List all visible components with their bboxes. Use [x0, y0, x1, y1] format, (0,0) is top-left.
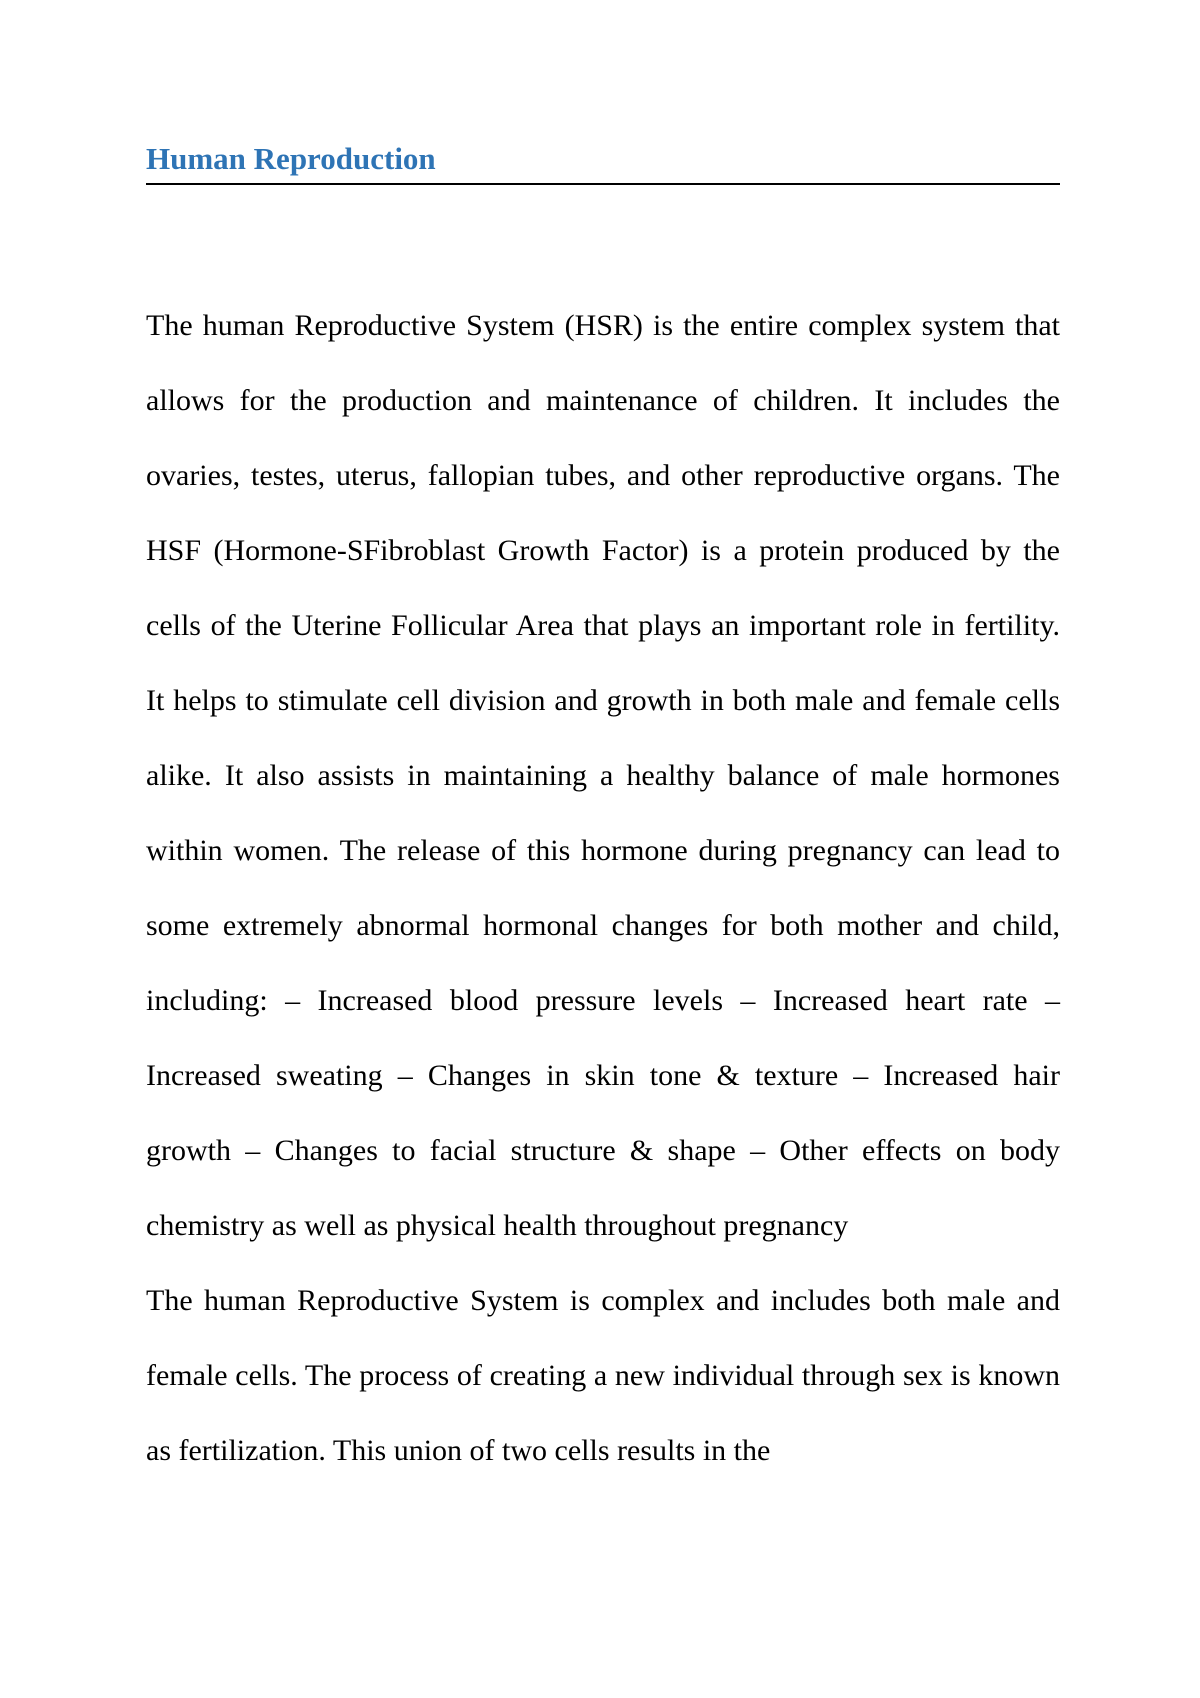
- title-block: [146, 140, 1060, 185]
- paragraph-2: The human Reproductive System is complex and includes both male and female cells. The process of creating a new individual through sex is known as fertilization. This union of two cells results in the: [146, 1284, 1060, 1467]
- paragraph-1: The human Reproductive System (HSR) is the entire complex system that allows for the production and maintenance of children. It includes the ovaries, testes, uterus, fallopian tubes, and other reproductive organs. The HSF (Hormone-SFibroblast Growth Factor) is a protein produced by the cells of the Uterine Follicular Area that plays an important role in fertility. It helps to stimulate cell division and growth in both male and female cells alike. It also assists in maintaining a healthy balance of male hormones within women. The release of this hormone during pregnancy can lead to some extremely abnormal hormonal changes for both mother and child, including: – Increased blood pressure levels – Increased heart rate – Increased sweating – Changes in skin tone & texture – Increased hair growth – Changes to facial structure & shape – Other effects on body chemistry as well as physical health throughout pregnancy: [146, 309, 1060, 1242]
- document-title: Human Reproduction: [146, 141, 436, 176]
- document-body: [146, 288, 1060, 1488]
